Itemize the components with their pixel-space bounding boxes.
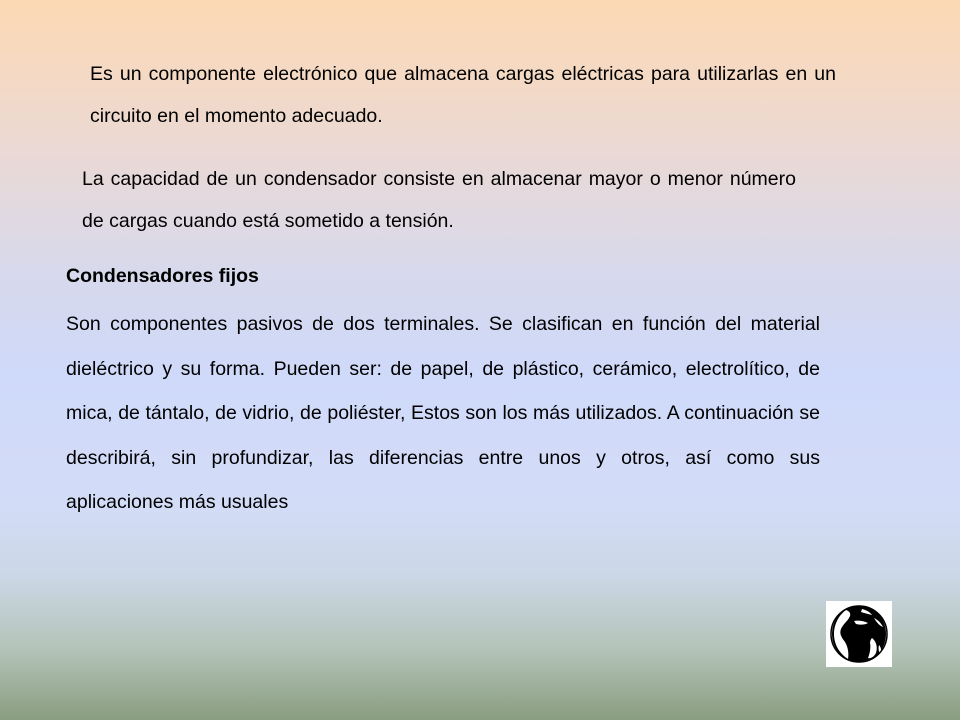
capacity-paragraph: La capacidad de un condensador consiste en almacenar mayor o menor número de cargas cuando está sometido a tensión. bbox=[82, 168, 796, 232]
section-heading: Condensadores fijos bbox=[66, 265, 259, 287]
globe-icon bbox=[826, 601, 892, 667]
definition-paragraph: Es un componente electrónico que almacena cargas eléctricas para utilizarlas en un circuito en el momento adecuado. bbox=[90, 63, 836, 127]
fixed-capacitors-paragraph: Son componentes pasivos de dos terminales. Se clasifican en función del material dieléctrico y su forma. Pueden ser: de papel, de plástico, cerámico, electrolítico, de mica, de tántalo, de vidrio, de poliéster, Estos son los más utilizados. A continuación se describirá, sin profundizar, las diferencias entre unos y otros, así como sus aplicaciones más usuales bbox=[66, 313, 820, 513]
